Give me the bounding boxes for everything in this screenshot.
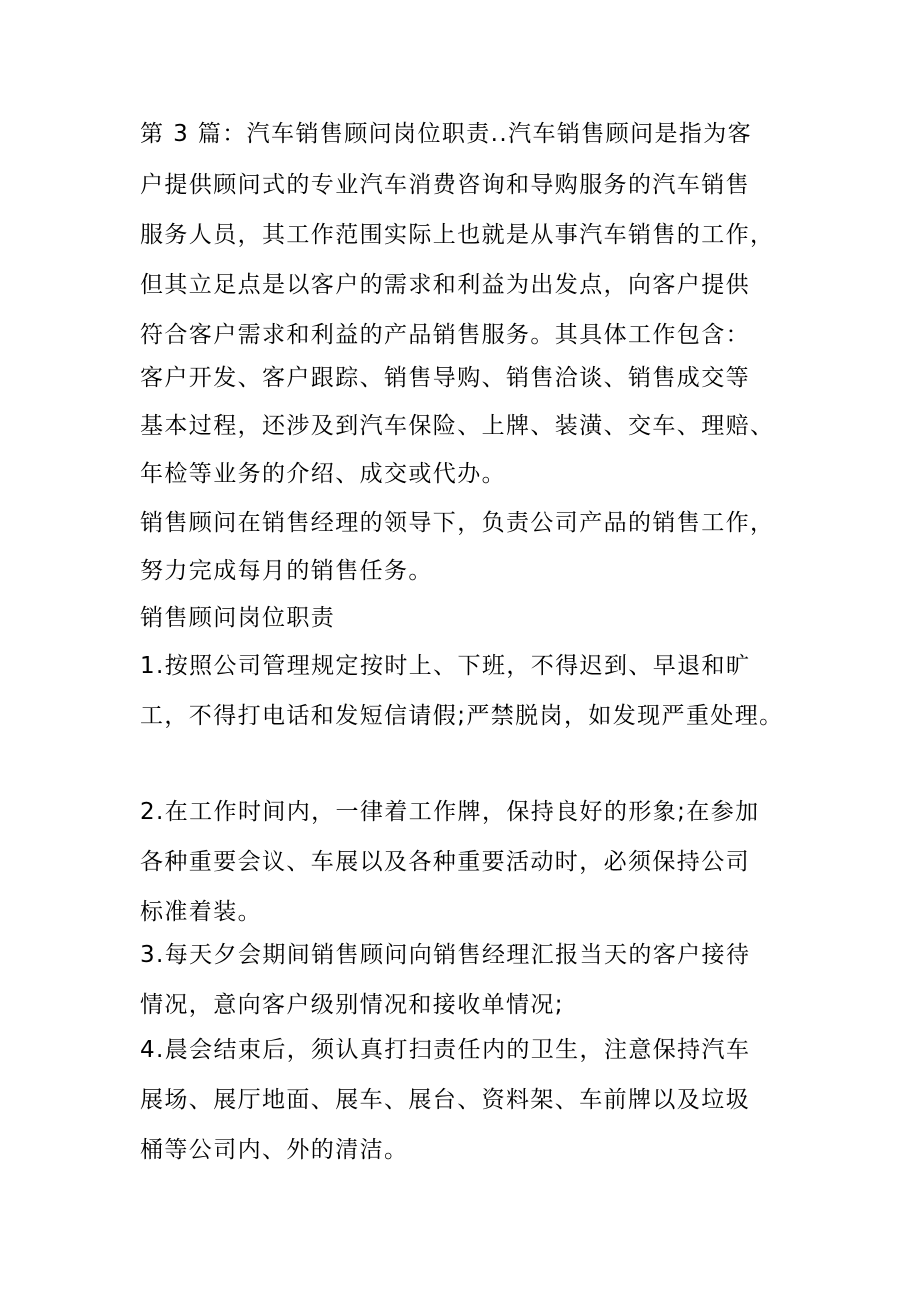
paragraph-1-line-8: 年检等业务的介绍、成交或代办。 <box>140 461 506 487</box>
section-heading: 销售顾问岗位职责 <box>140 605 336 631</box>
paragraph-1-line-4: 但其立足点是以客户的需求和利益为出发点，向客户提供 <box>140 272 750 298</box>
paragraph-1-line-7: 基本过程，还涉及到汽车保险、上牌、装潢、交车、理赔、 <box>140 413 775 439</box>
paragraph-1-line-6: 客户开发、客户跟踪、销售导购、销售洽谈、销售成交等 <box>140 365 750 391</box>
item-3-line-2: 情况，意向客户级别情况和接收单情况; <box>140 992 564 1018</box>
item-1-line-1: 1.按照公司管理规定按时上、下班，不得迟到、早退和旷 <box>140 653 751 679</box>
item-4-line-3: 桶等公司内、外的清洁。 <box>140 1137 409 1163</box>
paragraph-1-line-3: 服务人员，其工作范围实际上也就是从事汽车销售的工作， <box>140 222 775 248</box>
paragraph-1-line-5: 符合客户需求和利益的产品销售服务。其具体工作包含： <box>140 322 750 348</box>
item-2-line-1: 2.在工作时间内，一律着工作牌，保持良好的形象;在参加 <box>140 799 760 825</box>
item-2-line-3: 标准着装。 <box>140 899 262 925</box>
paragraph-1-line-2: 户提供顾问式的专业汽车消费咨询和导购服务的汽车销售 <box>140 172 750 198</box>
paragraph-2-line-2: 努力完成每月的销售任务。 <box>140 558 433 584</box>
item-3-line-1: 3.每天夕会期间销售顾问向销售经理汇报当天的客户接待 <box>140 942 751 968</box>
paragraph-1-line-1: 第 3 篇：汽车销售顾问岗位职责..汽车销售顾问是指为客 <box>140 121 753 147</box>
item-2-line-2: 各种重要会议、车展以及各种重要活动时，必须保持公司 <box>140 849 750 875</box>
paragraph-2-line-1: 销售顾问在销售经理的领导下，负责公司产品的销售工作， <box>140 510 775 536</box>
item-4-line-2: 展场、展厅地面、展车、展台、资料架、车前牌以及垃圾 <box>140 1087 750 1113</box>
item-4-line-1: 4.晨会结束后，须认真打扫责任内的卫生，注意保持汽车 <box>140 1037 751 1063</box>
item-1-line-2: 工，不得打电话和发短信请假;严禁脱岗，如发现严重处理。 <box>140 703 784 729</box>
